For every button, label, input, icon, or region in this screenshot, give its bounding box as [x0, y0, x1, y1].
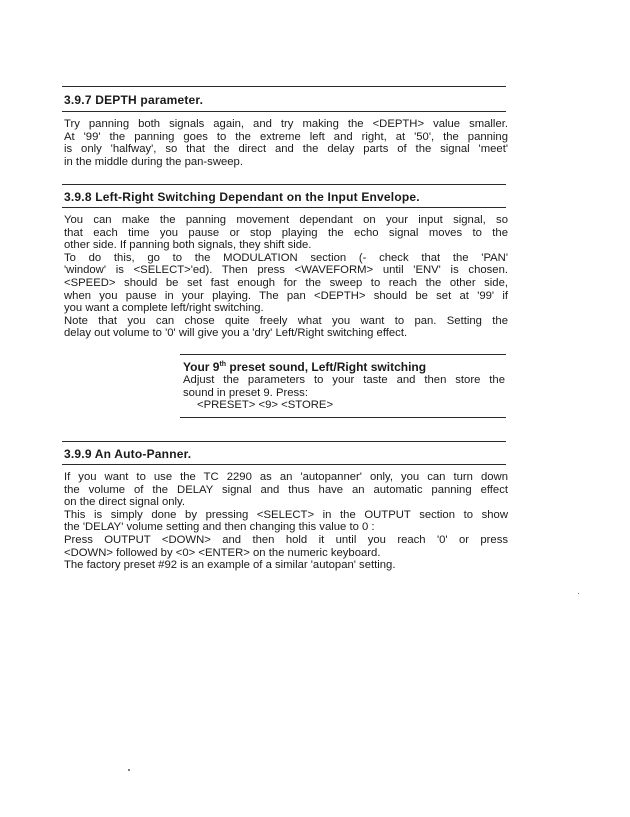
text-line: Note that you can chose quite freely what you want to pan. Setting the: [64, 314, 508, 327]
scan-speck: [128, 769, 130, 771]
section-rule-bottom: [62, 111, 506, 112]
text-line: Adjust the parameters to your taste and then store the: [183, 374, 505, 386]
section-heading-399: 3.9.9 An Auto-Panner.: [64, 447, 192, 461]
text-line: This is simply done by pressing <SELECT> in the OUTPUT section to show: [64, 508, 508, 521]
text-line: 'window' is <SELECT>'ed). Then press <WAVEFORM> until 'ENV' is chosen.: [64, 264, 508, 277]
preset-box-body: [183, 374, 505, 412]
text-line: that each time you pause or stop playing the echo signal moves to the: [64, 226, 508, 239]
text-line: Press OUTPUT <DOWN> and then hold it until you reach '0' or press: [64, 533, 508, 546]
text-line: Try panning both signals again, and try making the <DEPTH> value smaller.: [64, 118, 508, 130]
section-rule-top: [62, 86, 506, 87]
preset-box-title: [183, 360, 426, 374]
text-line: other side. If panning both signals, they shift side.: [64, 239, 312, 252]
text-line: sound in preset 9. Press:: [183, 386, 308, 399]
text-line: delay out volume to '0' will give you a 'dry' Left/Right switching effect.: [64, 327, 408, 340]
section-rule-top: [62, 184, 506, 185]
text-line: You can make the panning movement dependant on your input signal, so: [64, 214, 508, 226]
text-line: At '99' the panning goes to the extreme left and right, at '50', the panning: [64, 130, 508, 143]
scan-speck: [578, 593, 579, 594]
section-heading-397: 3.9.7 DEPTH parameter.: [64, 93, 204, 107]
text-line: If you want to use the TC 2290 as an 'autopanner' only, you can turn down: [64, 471, 508, 483]
section-body-397: [64, 118, 508, 168]
section-body-399: [64, 471, 508, 572]
text-line: <SPEED> should be set fast enough for the sweep to reach the other side,: [64, 276, 508, 289]
section-body-398: [64, 214, 508, 340]
preset-box-rule-bottom: [180, 417, 506, 418]
text-line: the volume of the DELAY signal and thus have an automatic panning effect: [64, 483, 508, 496]
text-line: in the middle during the pan-sweep.: [64, 155, 243, 168]
preset-box-rule-top: [180, 354, 506, 355]
section-rule-bottom: [62, 464, 506, 465]
section-heading-398: 3.9.8 Left-Right Switching Dependant on the Input Envelope.: [64, 190, 420, 204]
text-line: the 'DELAY' volume setting and then changing this value to 0 :: [64, 521, 375, 534]
text-line: is only 'halfway', so that the direct and the delay parts of the signal 'meet': [64, 143, 508, 156]
preset-title-superscript: th: [219, 361, 227, 368]
text-line: To do this, go to the MODULATION section (- check that the 'PAN': [64, 251, 508, 264]
text-line: on the direct signal only.: [64, 496, 185, 509]
section-rule-top: [62, 441, 506, 442]
text-line: <PRESET> <9> <STORE>: [197, 399, 334, 412]
text-line: you want a complete left/right switching.: [64, 302, 264, 315]
text-line: when you pause in your playing. The pan <DEPTH> should be set at '99' if: [64, 289, 508, 302]
text-line: The factory preset #92 is an example of a similar 'autopan' setting.: [64, 559, 396, 572]
preset-title-text-rest: preset sound, Left/Right switching: [226, 360, 427, 374]
section-rule-bottom: [62, 207, 506, 208]
preset-title-text: Your 9: [183, 360, 220, 374]
text-line: <DOWN> followed by <0> <ENTER> on the numeric keyboard.: [64, 546, 381, 559]
